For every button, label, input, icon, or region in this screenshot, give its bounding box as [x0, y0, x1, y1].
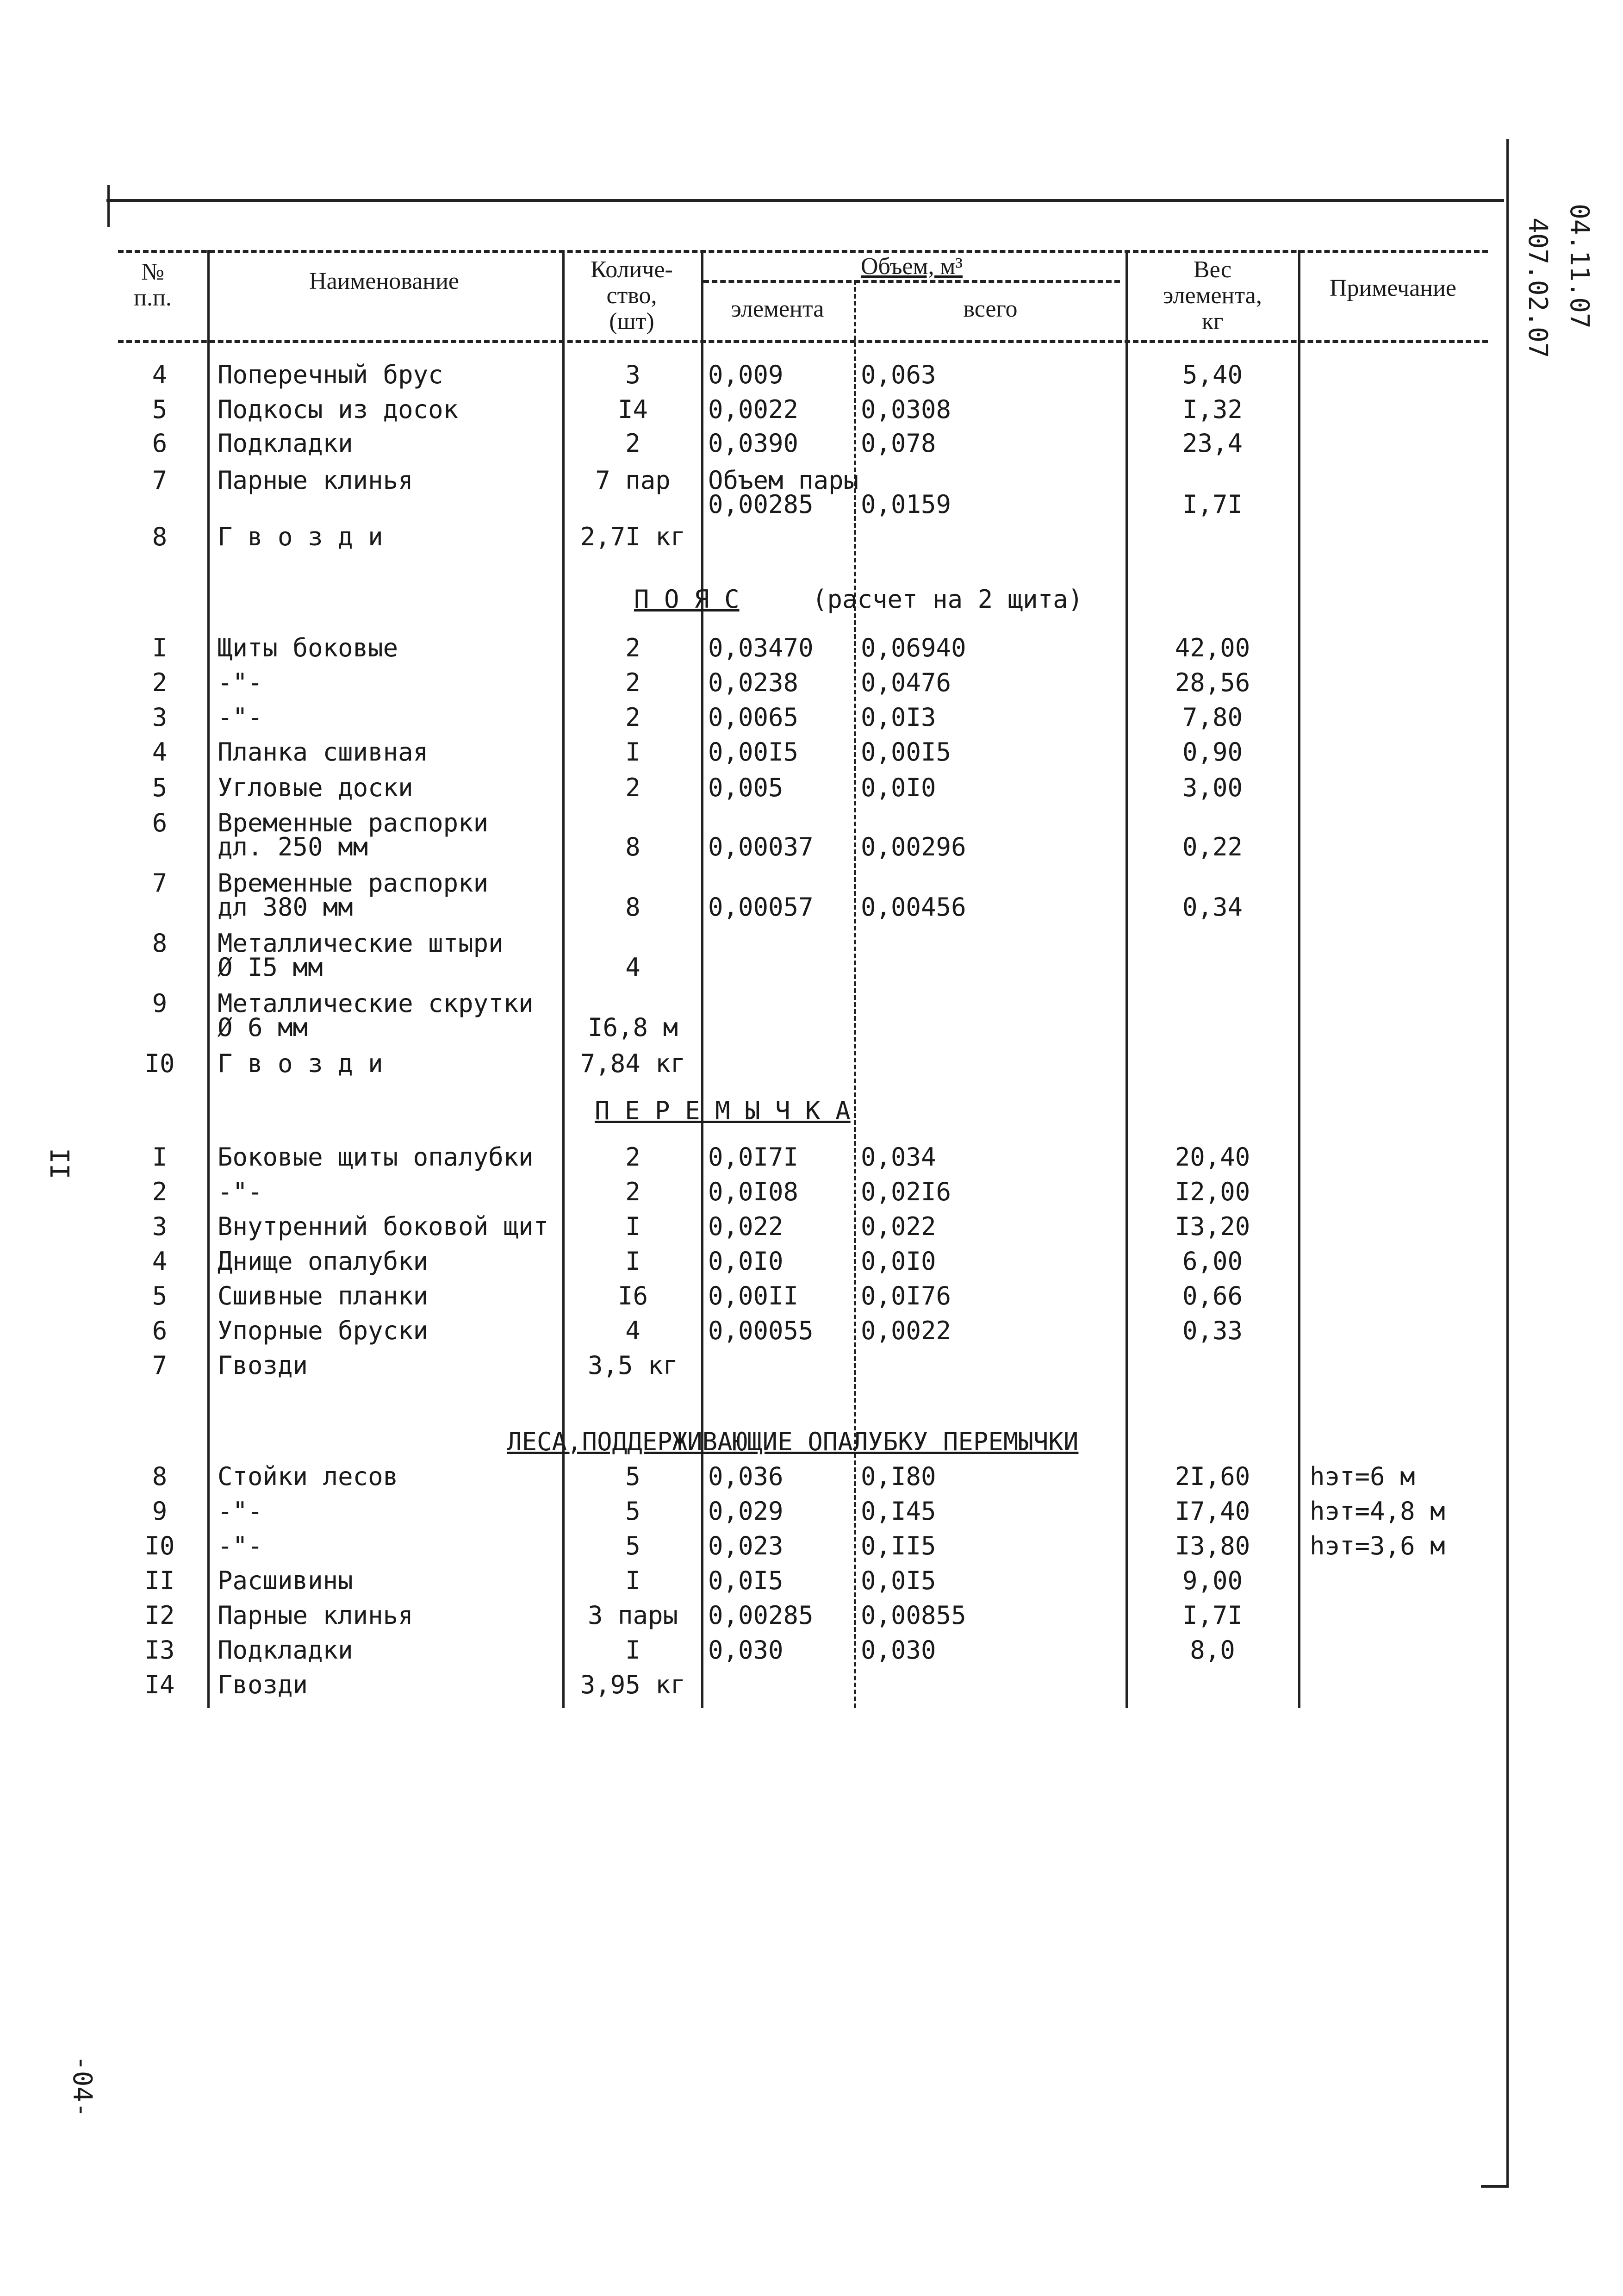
row-name: Боковые щиты опалубки — [218, 1142, 534, 1172]
row-name: Парные клинья — [218, 1601, 413, 1630]
row-weight: 23,4 — [1182, 429, 1243, 458]
section-peremychka-title: П Е Р Е М Ы Ч К А — [595, 1096, 851, 1125]
row-vol-element: 0,023 — [708, 1531, 784, 1560]
row-name: Г в о з д и — [218, 1049, 383, 1078]
row-vol-element: 0,0022 — [708, 395, 799, 424]
row-name: Упорные бруски — [218, 1316, 429, 1345]
row-quantity: I6 — [617, 1281, 648, 1310]
row-vol-total: 0,00I5 — [861, 737, 951, 767]
page-label: -04- — [67, 2055, 97, 2118]
row-quantity: I4 — [617, 395, 648, 424]
row-name-line2: Ø I5 мм — [218, 953, 323, 982]
row-number: 5 — [152, 395, 168, 424]
row-quantity: I6,8 м — [587, 1013, 678, 1042]
row-vol-total: 0,I45 — [861, 1497, 936, 1526]
row-number: I2 — [144, 1601, 175, 1630]
doc-code: 407.02.07 — [1523, 218, 1553, 358]
row-quantity: 2 — [625, 1177, 640, 1206]
row-vol-element: 0,0065 — [708, 703, 799, 732]
row-vol-total: 0,063 — [861, 360, 936, 389]
header-vol-total: всего — [963, 296, 1018, 322]
row-quantity: 8 — [625, 832, 640, 861]
row-vol-total: 0,0I0 — [861, 1247, 936, 1276]
row-vol-element-label: Объем пары — [708, 466, 859, 495]
row-quantity: 3,95 кг — [580, 1670, 686, 1699]
row-quantity: 2,7I кг — [580, 522, 686, 551]
row-vol-element: 0,0I08 — [708, 1177, 799, 1206]
row-vol-element: 0,00055 — [708, 1316, 814, 1345]
header-quantity — [565, 257, 699, 335]
row-number: 3 — [152, 1212, 168, 1241]
col-line-3 — [701, 250, 703, 1708]
header-number — [125, 259, 180, 311]
row-name: Гвозди — [218, 1351, 308, 1380]
row-quantity: 4 — [625, 1316, 640, 1345]
row-name-line2: дл 380 мм — [218, 892, 353, 922]
volume-split-dashed — [703, 280, 1120, 283]
top-frame-line — [106, 199, 1504, 202]
row-vol-total: 0,00456 — [861, 892, 966, 922]
row-vol-total: 0,0308 — [861, 395, 951, 424]
col-line-2 — [562, 250, 565, 1708]
row-note: hэт=6 м — [1310, 1462, 1415, 1491]
row-vol-element: 0,036 — [708, 1462, 784, 1491]
header-weight — [1129, 257, 1296, 335]
row-name: Металлические штыри — [218, 929, 504, 958]
row-number: I0 — [144, 1531, 175, 1560]
row-name: Расшивины — [218, 1566, 353, 1595]
doc-code2: 04.11.07 — [1564, 204, 1594, 329]
row-number: 6 — [152, 1316, 168, 1345]
row-number: 4 — [152, 1247, 168, 1276]
header-weight-line1: Вес — [1193, 256, 1232, 283]
row-name: Временные распорки — [218, 868, 489, 898]
row-vol-total: 0,0I0 — [861, 773, 936, 802]
row-vol-total: 0,06940 — [861, 633, 966, 662]
row-vol-element: 0,009 — [708, 360, 784, 389]
row-name: Подкладки — [218, 1635, 353, 1665]
row-quantity: I — [625, 1635, 640, 1665]
header-volume: Объем, м³ — [860, 253, 963, 280]
section-poyas-suffix: (расчет на 2 щита) — [812, 585, 1083, 614]
row-number: 7 — [152, 1351, 168, 1380]
row-quantity: I — [625, 1566, 640, 1595]
row-name-line2: Ø 6 мм — [218, 1013, 308, 1042]
row-weight: I,7I — [1182, 1601, 1243, 1630]
row-quantity: 2 — [625, 633, 640, 662]
header-top-dashed — [118, 250, 1488, 253]
row-quantity: 5 — [625, 1497, 640, 1526]
row-weight: 0,33 — [1182, 1316, 1243, 1345]
row-name: Металлические скрутки — [218, 989, 534, 1018]
header-bottom-dashed — [118, 340, 1488, 343]
row-vol-element: 0,030 — [708, 1635, 784, 1665]
header-number-line2: п.п. — [134, 285, 172, 311]
row-weight: 0,90 — [1182, 737, 1243, 767]
row-weight: 8,0 — [1190, 1635, 1235, 1665]
row-name: -"- — [218, 1531, 263, 1560]
row-name: Днище опалубки — [218, 1247, 429, 1276]
row-vol-element: 0,0I7I — [708, 1142, 799, 1172]
header-note: Примечание — [1329, 275, 1457, 301]
row-vol-element: 0,022 — [708, 1212, 784, 1241]
sheet-label: II — [44, 1148, 74, 1179]
row-name: -"- — [218, 1497, 263, 1526]
row-vol-element: 0,0I5 — [708, 1566, 784, 1595]
row-vol-total: 0,034 — [861, 1142, 936, 1172]
row-weight: I3,20 — [1175, 1212, 1250, 1241]
row-quantity: 7,84 кг — [580, 1049, 686, 1078]
row-weight: 3,00 — [1182, 773, 1243, 802]
row-number: I3 — [144, 1635, 175, 1665]
row-number: 8 — [152, 522, 168, 551]
row-name: Подкосы из досок — [218, 395, 459, 424]
row-weight: 7,80 — [1182, 703, 1243, 732]
row-vol-total: 0,0I76 — [861, 1281, 951, 1310]
row-number: 9 — [152, 989, 168, 1018]
row-number: 7 — [152, 466, 168, 495]
col-line-6 — [1298, 250, 1300, 1708]
row-quantity: 3 пары — [587, 1601, 678, 1630]
row-weight: 0,22 — [1182, 832, 1243, 861]
row-vol-element: 0,00037 — [708, 832, 814, 861]
row-quantity: I — [625, 737, 640, 767]
row-vol-total: 0,022 — [861, 1212, 936, 1241]
row-weight: 42,00 — [1175, 633, 1250, 662]
row-number: 4 — [152, 360, 168, 389]
row-number: I — [152, 1142, 168, 1172]
row-vol-total: 0,0I5 — [861, 1566, 936, 1595]
header-qty-line2: ство, — [606, 282, 657, 309]
row-quantity: I — [625, 1247, 640, 1276]
row-name-line2: дл. 250 мм — [218, 832, 368, 861]
row-vol-element: 0,00285 — [708, 1601, 814, 1630]
row-number: 5 — [152, 1281, 168, 1310]
row-vol-element: 0,00285 — [708, 490, 814, 519]
row-vol-total: 0,0476 — [861, 668, 951, 697]
row-weight: 5,40 — [1182, 360, 1243, 389]
row-quantity: 3 — [625, 360, 640, 389]
row-quantity: 2 — [625, 429, 640, 458]
row-vol-total: 0,00296 — [861, 832, 966, 861]
row-number: 7 — [152, 868, 168, 898]
row-number: 4 — [152, 737, 168, 767]
section-poyas-title: П О Я С — [634, 585, 740, 614]
row-quantity: 7 пар — [595, 466, 671, 495]
header-number-line1: № — [141, 259, 164, 285]
row-quantity: 2 — [625, 668, 640, 697]
row-number: I — [152, 633, 168, 662]
row-note: hэт=4,8 м — [1310, 1497, 1445, 1526]
header-weight-line2: элемента, — [1163, 282, 1262, 309]
row-number: 6 — [152, 808, 168, 837]
row-vol-element: 0,0390 — [708, 429, 799, 458]
row-vol-total: 0,0159 — [861, 490, 951, 519]
row-number: 8 — [152, 1462, 168, 1491]
row-vol-element: 0,00II — [708, 1281, 799, 1310]
row-number: 6 — [152, 429, 168, 458]
header-qty-line3: (шт) — [609, 308, 654, 335]
row-name: Подкладки — [218, 429, 353, 458]
row-number: 3 — [152, 703, 168, 732]
row-vol-total: 0,078 — [861, 429, 936, 458]
row-name: Угловые доски — [218, 773, 413, 802]
row-weight: 28,56 — [1175, 668, 1250, 697]
row-weight: I2,00 — [1175, 1177, 1250, 1206]
row-vol-total: 0,030 — [861, 1635, 936, 1665]
row-quantity: I — [625, 1212, 640, 1241]
row-weight: I,32 — [1182, 395, 1243, 424]
row-number: 2 — [152, 668, 168, 697]
row-weight: 6,00 — [1182, 1247, 1243, 1276]
right-frame-line — [1506, 139, 1509, 2185]
row-vol-element: 0,0238 — [708, 668, 799, 697]
row-vol-total: 0,00855 — [861, 1601, 966, 1630]
section-lesa-title: ЛЕСА,ПОДДЕРЖИВАЮЩИЕ ОПАЛУБКУ ПЕРЕМЫЧКИ — [507, 1427, 1079, 1456]
row-name: Поперечный брус — [218, 360, 443, 389]
header-name: Наименование — [309, 268, 459, 294]
row-name: Временные распорки — [218, 808, 489, 837]
row-quantity: 2 — [625, 1142, 640, 1172]
row-vol-element: 0,0I0 — [708, 1247, 784, 1276]
row-weight: 0,34 — [1182, 892, 1243, 922]
row-name: Щиты боковые — [218, 633, 398, 662]
row-weight: 2I,60 — [1175, 1462, 1250, 1491]
row-number: I4 — [144, 1670, 175, 1699]
row-name: -"- — [218, 1177, 263, 1206]
left-frame-tick — [107, 185, 110, 227]
row-number: II — [144, 1566, 175, 1595]
row-quantity: 5 — [625, 1531, 640, 1560]
header-vol-element: элемента — [731, 296, 824, 322]
row-name: Парные клинья — [218, 466, 413, 495]
row-quantity: 3,5 кг — [587, 1351, 678, 1380]
row-vol-element: 0,005 — [708, 773, 784, 802]
row-weight: 0,66 — [1182, 1281, 1243, 1310]
row-vol-total: 0,II5 — [861, 1531, 936, 1560]
row-number: 8 — [152, 929, 168, 958]
row-vol-element: 0,00I5 — [708, 737, 799, 767]
row-name: Гвозди — [218, 1670, 308, 1699]
row-vol-total: 0,I80 — [861, 1462, 936, 1491]
row-number: I0 — [144, 1049, 175, 1078]
row-weight: I7,40 — [1175, 1497, 1250, 1526]
row-weight: I3,80 — [1175, 1531, 1250, 1560]
row-weight: 9,00 — [1182, 1566, 1243, 1595]
row-name: Сшивные планки — [218, 1281, 429, 1310]
col-line-1 — [207, 250, 210, 1708]
row-quantity: 2 — [625, 773, 640, 802]
row-vol-total: 0,0022 — [861, 1316, 951, 1345]
doc-code-label — [1523, 218, 1553, 358]
row-name: Планка сшивная — [218, 737, 429, 767]
bottom-right-mark — [1481, 2185, 1509, 2188]
row-vol-element: 0,00057 — [708, 892, 814, 922]
header-qty-line1: Количе- — [591, 256, 673, 283]
row-vol-total: 0,0I3 — [861, 703, 936, 732]
row-name: -"- — [218, 703, 263, 732]
row-name: Стойки лесов — [218, 1462, 398, 1491]
row-weight: 20,40 — [1175, 1142, 1250, 1172]
row-number: 5 — [152, 773, 168, 802]
row-note: hэт=3,6 м — [1310, 1531, 1445, 1560]
row-name: -"- — [218, 668, 263, 697]
row-name: Г в о з д и — [218, 522, 383, 551]
row-vol-element: 0,03470 — [708, 633, 814, 662]
row-vol-element: 0,029 — [708, 1497, 784, 1526]
row-weight: I,7I — [1182, 490, 1243, 519]
row-name: Внутренний боковой щит — [218, 1212, 549, 1241]
row-quantity: 5 — [625, 1462, 640, 1491]
row-quantity: 2 — [625, 703, 640, 732]
row-number: 9 — [152, 1497, 168, 1526]
row-quantity: 4 — [625, 953, 640, 982]
col-line-5 — [1126, 250, 1128, 1708]
header-weight-line3: кг — [1201, 308, 1224, 335]
row-quantity: 8 — [625, 892, 640, 922]
row-number: 2 — [152, 1177, 168, 1206]
doc-code2-label — [1564, 204, 1594, 329]
row-vol-total: 0,02I6 — [861, 1177, 951, 1206]
